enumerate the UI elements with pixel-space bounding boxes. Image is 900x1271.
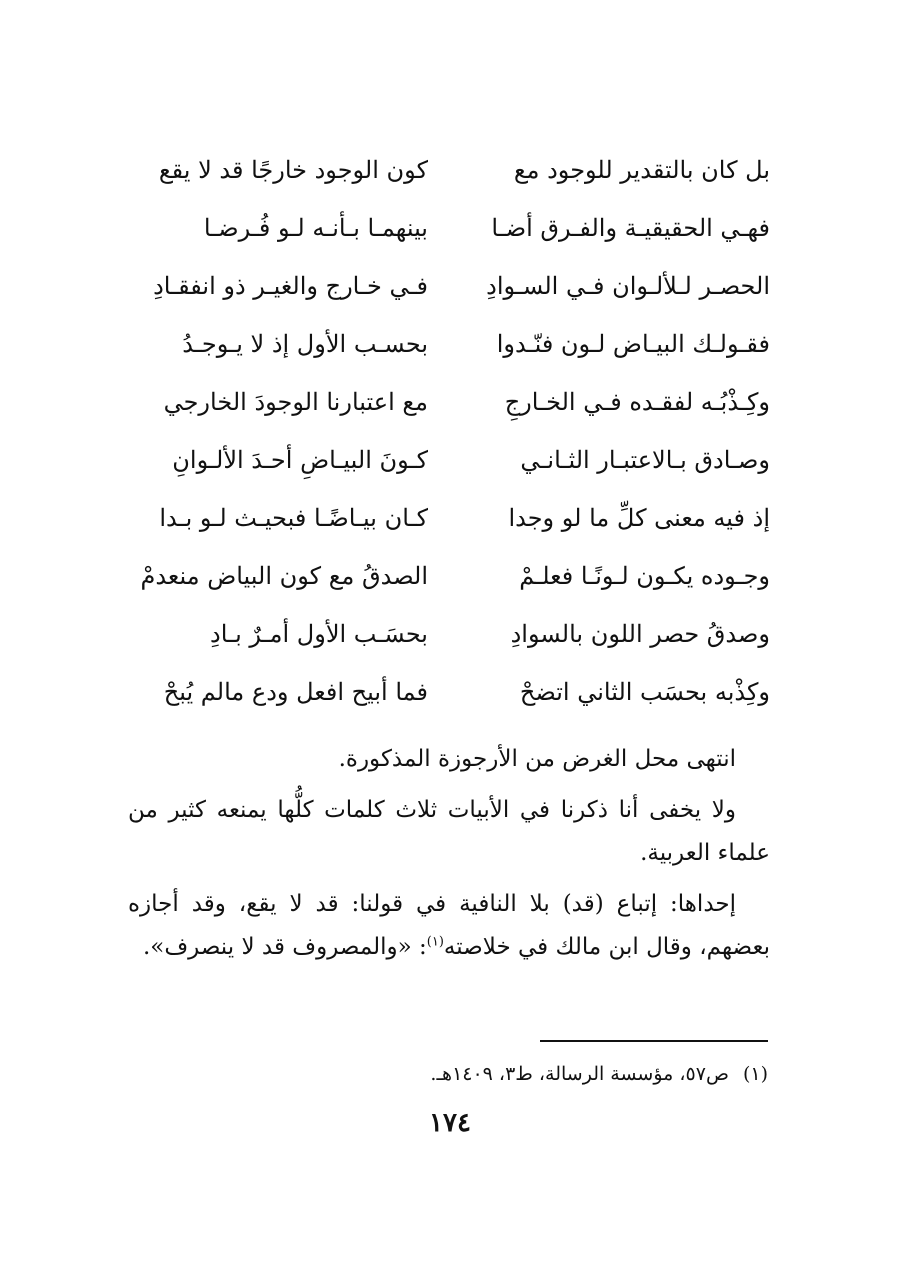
verse-second-hemistich: بحسَـب الأول أمـرٌ بـادِ (210, 620, 428, 648)
verse-first-hemistich: فهـي الحقيقيـة والفـرق أضـا (491, 214, 770, 242)
paragraph-text: إحداها: إتباع (قد) بلا النافية في قولنا: قد لا يقع، وقد أجازه بعضهم، وقال ابن مالك في خلاصته (128, 891, 770, 960)
page-number: ١٧٤ (429, 1108, 471, 1138)
verse-row (128, 556, 770, 614)
verse-second-hemistich: فما أبيح افعل ودع مالم يُبحْ (163, 678, 428, 706)
verse-first-hemistich: وجـوده يكـون لـونًـا فعلـمْ (519, 562, 770, 590)
verse-first-hemistich: إذ فيه معنى كلِّ ما لو وجدا (508, 504, 770, 532)
verse-row (128, 498, 770, 556)
prose-body (128, 738, 770, 977)
footnote (168, 1060, 768, 1088)
verse-row (128, 382, 770, 440)
footnote-divider (540, 1040, 768, 1042)
verse-first-hemistich: وكِذْبه بحسَب الثاني اتضحْ (519, 678, 770, 706)
verse-second-hemistich: الصدقُ مع كون البياض منعدمْ (140, 562, 428, 590)
footnote-text: ص٥٧، مؤسسة الرسالة، ط٣، ١٤٠٩هـ. (430, 1063, 729, 1085)
verse-first-hemistich: وصـادق بـالاعتبـار الثـانـي (520, 446, 770, 474)
verse-second-hemistich: بينهمـا بـأنـه لـو فُـرضـا (203, 214, 428, 242)
verse-second-hemistich: كون الوجود خارجًا قد لا يقع (158, 156, 428, 184)
verse-first-hemistich: وكِـذْبُـه لفقـده فـي الخـارجِ (504, 388, 770, 416)
verse-row (128, 324, 770, 382)
footnote-reference[interactable]: (١) (426, 934, 444, 950)
verse-row (128, 208, 770, 266)
paragraph-note: ولا يخفى أنا ذكرنا في الأبيات ثلاث كلمات كلُّها يمنعه كثير من علماء العربية. (128, 797, 770, 866)
paragraph-first-word (128, 883, 770, 969)
verse-second-hemistich: بحسـب الأول إذ لا يـوجـدُ (182, 330, 428, 358)
verse-second-hemistich: فـي خـارج والغيـر ذو انفقـادِ (153, 272, 428, 300)
verse-second-hemistich: كـان بيـاضًـا فبحيـث لـو بـدا (159, 504, 428, 532)
verse-first-hemistich: بل كان بالتقدير للوجود مع (513, 156, 770, 184)
footnote-marker: (١) (742, 1063, 768, 1085)
verse-row (128, 614, 770, 672)
verse-row (128, 150, 770, 208)
verse-first-hemistich: وصدقُ حصر اللون بالسوادِ (510, 620, 770, 648)
verse-first-hemistich: فقـولـك البيـاض لـون فنّـدوا (496, 330, 770, 358)
paragraph-conclusion: انتهى محل الغرض من الأرجوزة المذكورة. (338, 746, 736, 772)
verse-first-hemistich: الحصـر لـلألـوان فـي السـوادِ (486, 272, 770, 300)
verse-row (128, 266, 770, 324)
poem-verses (128, 150, 770, 730)
verse-row (128, 672, 770, 730)
verse-second-hemistich: كـونَ البيـاضِ أحـدَ الألـوانِ (172, 446, 428, 474)
verse-row (128, 440, 770, 498)
paragraph-text: : «والمصروف قد لا ينصرف». (142, 934, 427, 960)
verse-second-hemistich: مع اعتبارنا الوجودَ الخارجي (163, 388, 428, 416)
